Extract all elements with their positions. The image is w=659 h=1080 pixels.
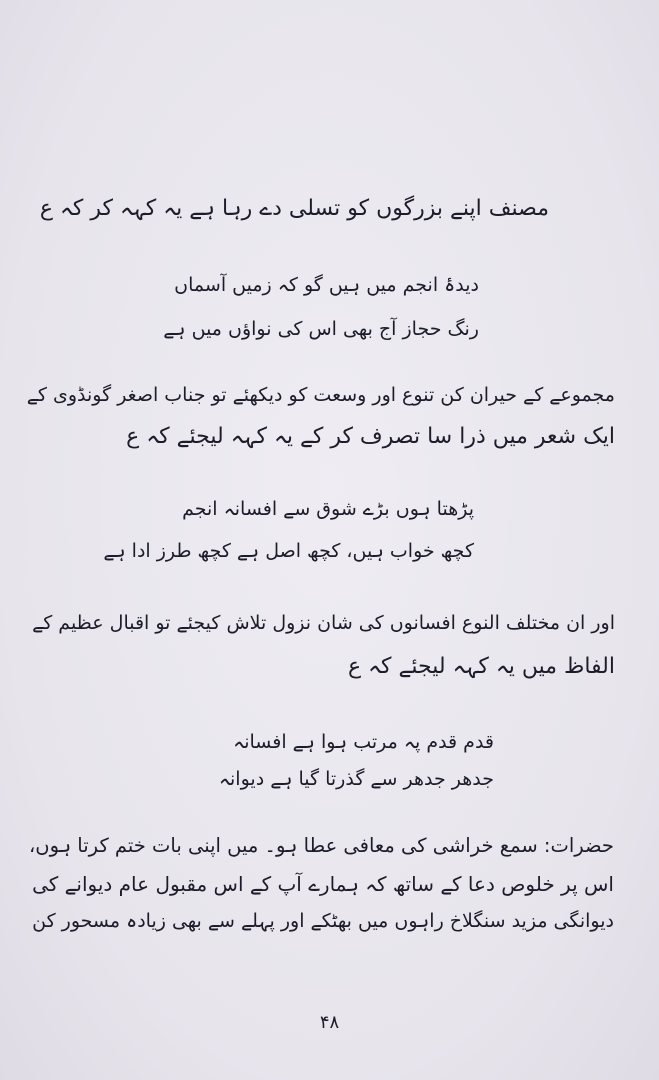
verse-2-line-2: کچھ خواب ہیں، کچھ اصل ہے کچھ طرز ادا ہے	[103, 540, 474, 562]
paragraph-2-line-2: ایک شعر میں ذرا سا تصرف کر کے یہ کہہ لیجئے کہ ع	[126, 424, 615, 449]
paragraph-2-line-1: مجموعے کے حیران کن تنوع اور وسعت کو دیکھئے تو جناب اصغر گونڈوی کے	[26, 384, 615, 406]
page-number: ۴۸	[319, 1012, 340, 1033]
verse-2-line-1: پڑھتا ہوں بڑے شوق سے افسانہ انجم	[182, 498, 474, 520]
verse-3-line-2: جدھر جدھر سے گذرتا گیا ہے دیوانہ	[218, 768, 494, 790]
verse-3-line-1: قدم قدم پہ مرتب ہوا ہے افسانہ	[233, 731, 494, 753]
verse-1-line-1: دیدۂ انجم میں ہیں گو کہ زمیں آسماں	[174, 274, 479, 296]
paragraph-4-line-1: حضرات: سمع خراشی کی معافی عطا ہو۔ میں اپنی بات ختم کرتا ہوں،	[29, 834, 614, 857]
paragraph-4-line-3: دیوانگی مزید سنگلاخ راہوں میں بھٹکے اور پہلے سے بھی زیادہ مسحور کن	[32, 910, 614, 932]
verse-1-line-2: رنگ حجاز آج بھی اس کی نواؤں میں ہے	[163, 318, 479, 340]
paragraph-4-line-2: اس پر خلوص دعا کے ساتھ کہ ہمارے آپ کے اس مقبول عام دیوانے کی	[32, 872, 614, 896]
paragraph-3-line-2: الفاظ میں یہ کہہ لیجئے کہ ع	[348, 654, 615, 679]
intro-line: مصنف اپنے بزرگوں کو تسلی دے رہا ہے یہ کہہ کر کہ ع	[39, 196, 549, 221]
paragraph-3-line-1: اور ان مختلف النوع افسانوں کی شان نزول تلاش کیجئے تو اقبال عظیم کے	[32, 612, 615, 634]
